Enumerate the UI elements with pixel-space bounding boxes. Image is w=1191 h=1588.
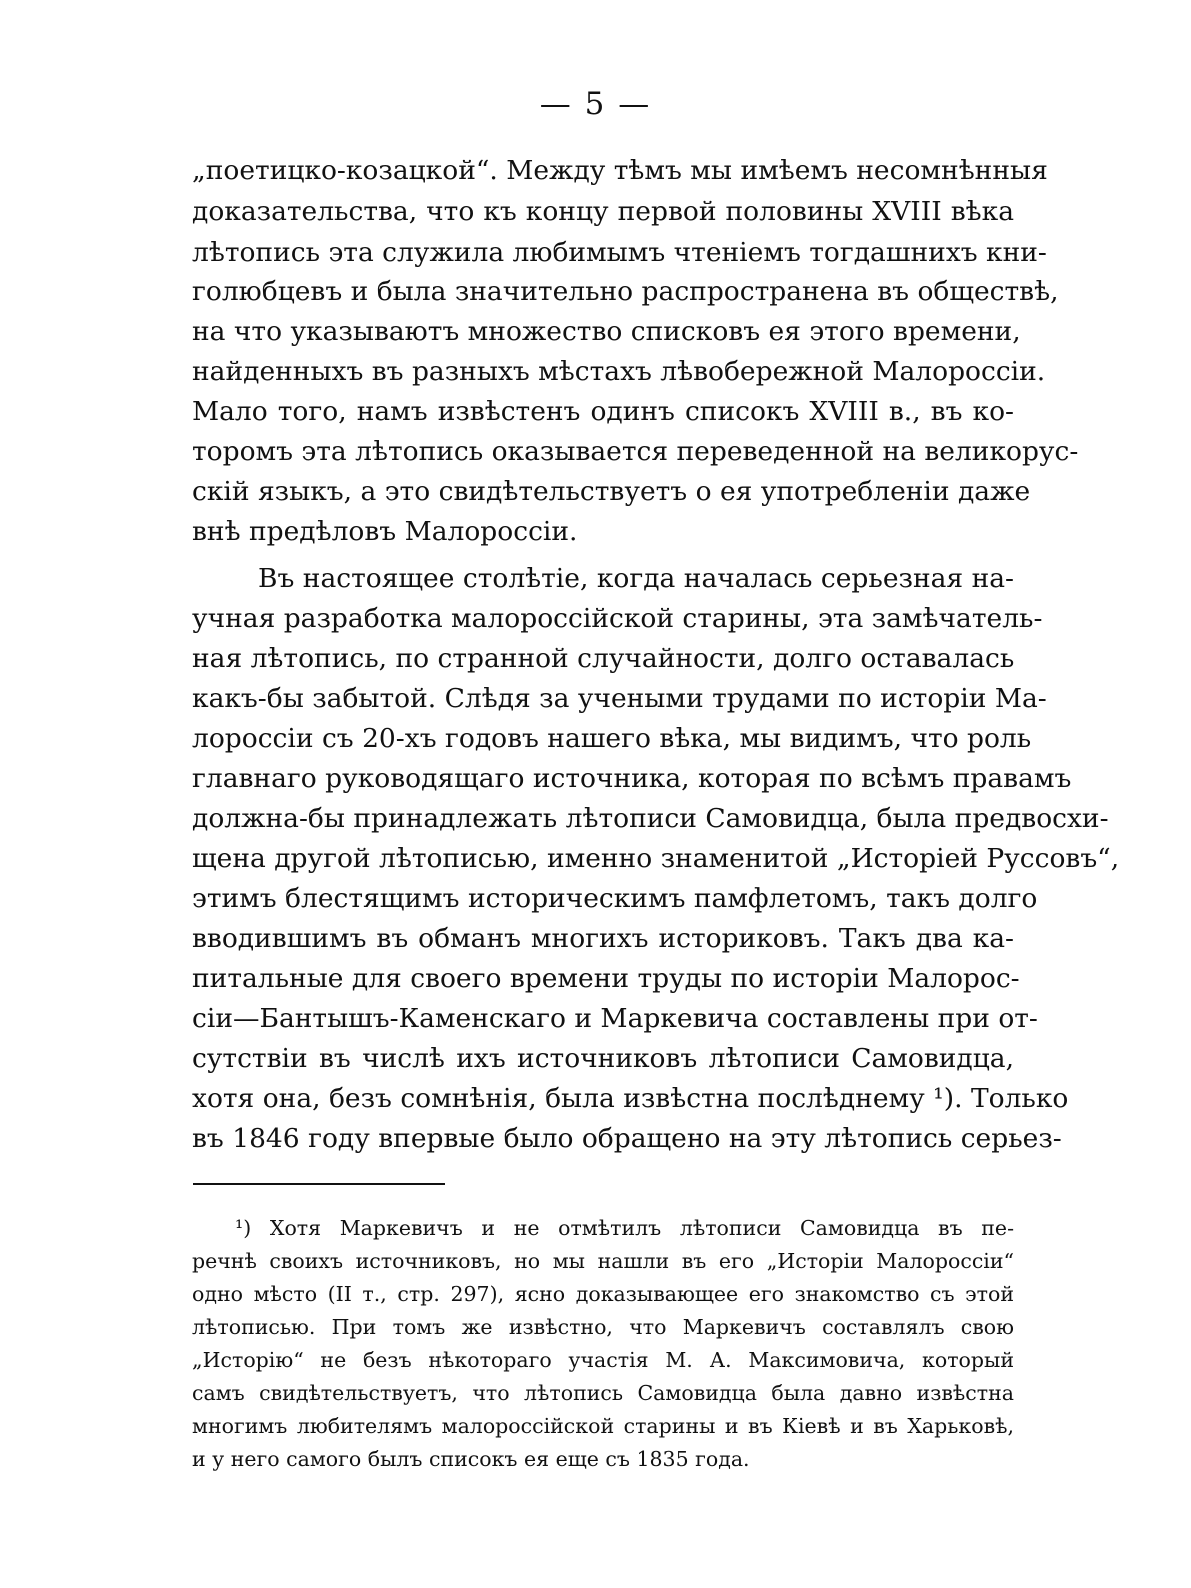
text-line: должна-бы принадлежать лѣтописи Самовидца, была предвосхи- — [192, 803, 1109, 834]
text-line: въ 1846 году впервые было обращено на эту лѣтопись серьез- — [192, 1123, 1062, 1154]
footnote-line: многимъ любителямъ малороссійской старины и въ Кіевѣ и въ Харьковѣ, — [192, 1414, 1014, 1438]
text-line: питальные для своего времени труды по исторіи Малорос- — [192, 963, 1020, 994]
text-line: лороссіи съ 20-хъ годовъ нашего вѣка, мы видимъ, что роль — [192, 723, 1032, 754]
text-line: „поетицко-козацкой“. Между тѣмъ мы имѣемъ несомнѣнныя — [192, 155, 1048, 186]
text-line: лѣтопись эта служила любимымъ чтеніемъ тогдашнихъ кни- — [192, 237, 1047, 268]
footnote-line: самъ свидѣтельствуетъ, что лѣтопись Самовидца была давно извѣстна — [192, 1381, 1014, 1405]
footnote-line: ¹) Хотя Маркевичъ и не отмѣтилъ лѣтописи Самовидца въ пе- — [235, 1216, 1014, 1240]
text-line: главнаго руководящаго источника, которая по всѣмъ правамъ — [192, 763, 1072, 794]
text-line: голюбцевъ и была значительно распространена въ обществѣ, — [192, 276, 1059, 307]
footnote-line: одно мѣсто (II т., стр. 297), ясно доказывающее его знакомство съ этой — [192, 1282, 1014, 1306]
footnote-line: речнѣ своихъ источниковъ, но мы нашли въ его „Исторіи Малороссіи“ — [192, 1249, 1014, 1273]
text-line: учная разработка малороссійской старины, эта замѣчатель- — [192, 603, 1043, 634]
text-line: торомъ эта лѣтопись оказывается переведенной на великорус- — [192, 436, 1079, 467]
text-line: внѣ предѣловъ Малороссіи. — [192, 516, 578, 547]
text-line: ная лѣтопись, по странной случайности, долго оставалась — [192, 643, 1015, 674]
text-line: доказательства, что къ концу первой половины XVIII вѣка — [192, 196, 1014, 227]
text-line: найденныхъ въ разныхъ мѣстахъ лѣвобережной Малороссіи. — [192, 356, 1046, 387]
text-line: на что указываютъ множество списковъ ея этого времени, — [192, 316, 1021, 347]
text-line: вводившимъ въ обманъ многихъ историковъ. Такъ два ка- — [192, 923, 1014, 954]
text-line: Въ настоящее столѣтіе, когда началась серьезная на- — [258, 563, 1014, 594]
text-line: этимъ блестящимъ историческимъ памфлетомъ, такъ долго — [192, 883, 1038, 914]
page-number: — 5 — — [539, 86, 652, 122]
text-line: какъ-бы забытой. Слѣдя за учеными трудами по исторіи Ма- — [192, 683, 1047, 714]
footnote-line: и у него самого былъ списокъ ея еще съ 1835 года. — [192, 1447, 750, 1471]
footnote-separator — [193, 1183, 445, 1185]
text-line: Мало того, намъ извѣстенъ одинъ списокъ XVIII в., въ ко- — [192, 396, 1014, 427]
text-line: сутствіи въ числѣ ихъ источниковъ лѣтописи Самовидца, — [192, 1043, 1014, 1074]
text-line: сіи—Бантышъ-Каменскаго и Маркевича составлены при от- — [192, 1003, 1038, 1034]
text-line: щена другой лѣтописью, именно знаменитой „Исторіей Руссовъ“, — [192, 843, 1120, 874]
footnote-line: „Исторію“ не безъ нѣкотораго участія М. А. Максимовича, который — [192, 1348, 1014, 1372]
text-line: скій языкъ, а это свидѣтельствуетъ о ея употребленіи даже — [192, 476, 1031, 507]
footnote-line: лѣтописью. При томъ же извѣстно, что Маркевичъ составлялъ свою — [192, 1315, 1014, 1339]
text-line: хотя она, безъ сомнѣнія, была извѣстна послѣднему ¹). Только — [192, 1083, 1069, 1114]
